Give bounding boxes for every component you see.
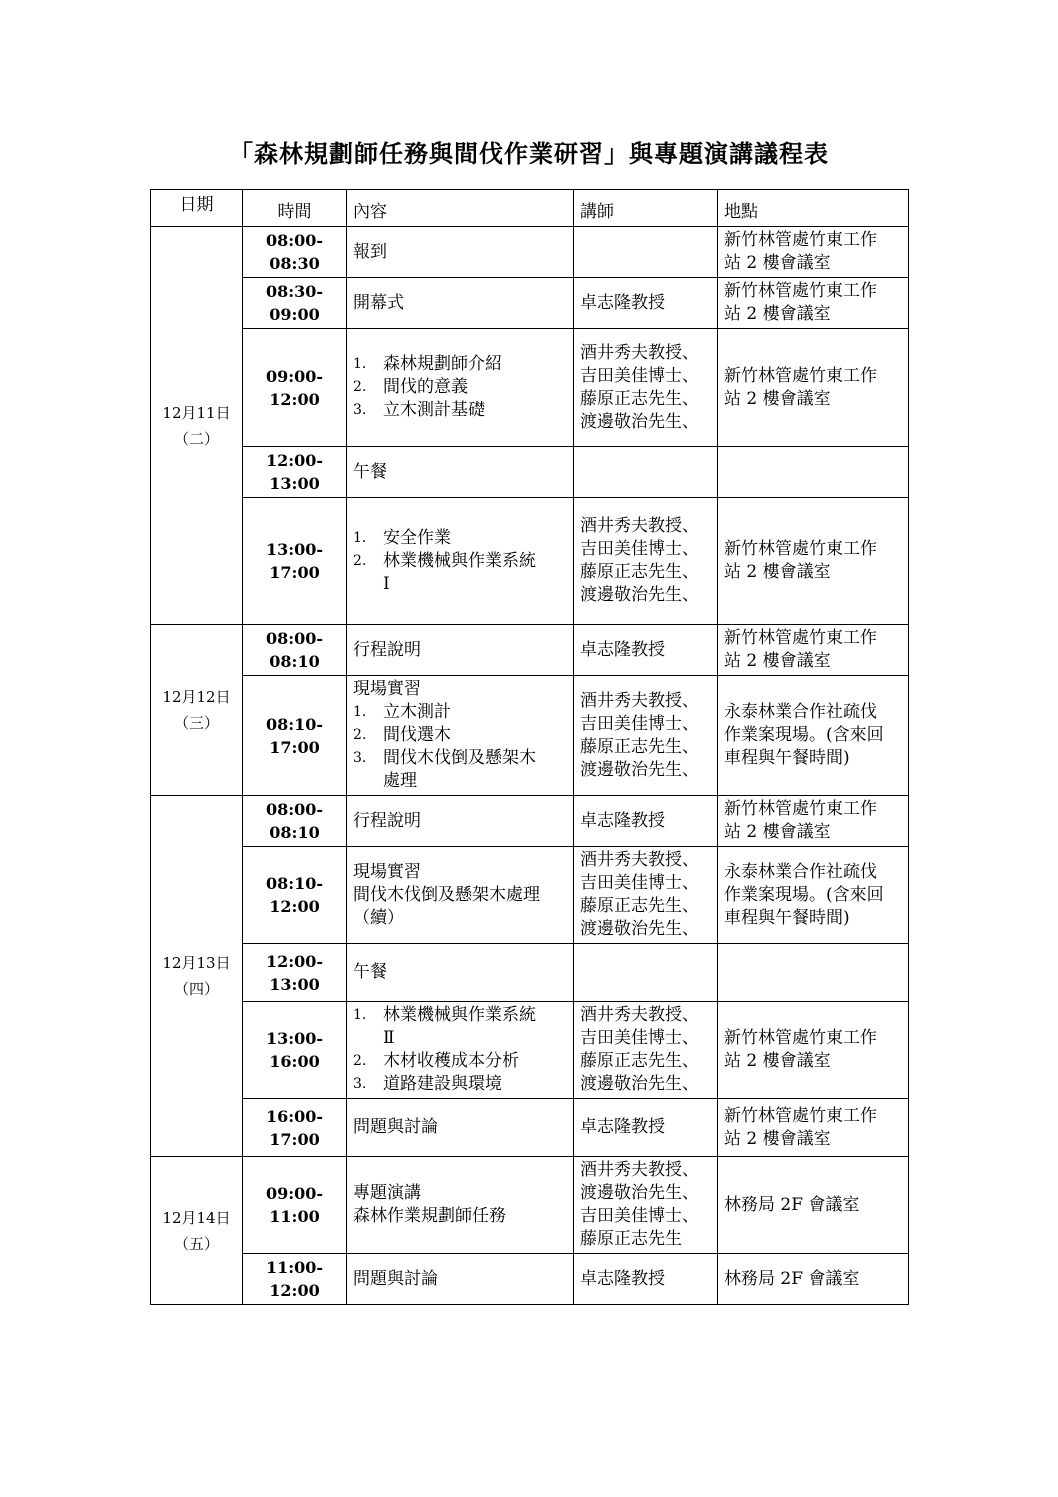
place-cell [718,847,909,944]
place-line: 站 2 樓會議室 [724,562,831,582]
lecturer-cell [574,278,718,329]
table-row [151,278,909,329]
list-item-number: 2. [353,727,367,743]
list-item [353,353,567,376]
place-cell [718,1254,909,1305]
lecturer-name: 藤原正志先生 [580,1229,682,1249]
list-item-text: 安全作業 [383,527,451,548]
time-cell: 12:00-13:00 [243,447,347,498]
list-item-number: 1. [353,529,367,546]
list-item-text: 立木測計 [383,702,451,722]
table-row [151,447,909,498]
content-cell [347,1157,574,1254]
table-row [151,944,909,1002]
lecturer-name: 吉田美佳博士、 [580,713,699,734]
place-cell [718,447,909,498]
list-item-text: 道路建設與環境 [383,1074,502,1094]
list-item-text: 木材收穫成本分析 [383,1051,519,1071]
table-row [151,1254,909,1305]
content-line: 報到 [353,241,387,262]
weekday-label: （四） [173,980,219,998]
place-line: 作業案現場。(含來回 [724,725,884,745]
lecturer-name: 吉田美佳博士、 [580,365,699,386]
place-line: 站 2 樓會議室 [724,253,831,273]
lecturer-name: 酒井秀夫教授、 [580,690,699,711]
list-item [353,399,567,422]
list-item-text: 間伐選木 [383,725,451,745]
list-item-number: 3. [353,1076,367,1092]
place-cell [718,278,909,329]
lecturer-cell [574,329,718,447]
place-cell [718,796,909,847]
lecturer-cell [574,227,718,278]
lecturer-cell [574,796,718,847]
lecturer-name: 吉田美佳博士、 [580,1206,699,1226]
table-row [151,1099,909,1157]
date-label: 12月14日 [162,1208,231,1227]
table-row [151,676,909,796]
place-line: 新竹林管處竹東工作 [724,539,877,559]
content-cell [347,498,574,625]
time-cell: 08:00-08:10 [243,625,347,676]
list-item-number: 2. [353,552,367,569]
list-item-number: 1. [353,704,367,720]
list-item-text: 森林規劃師介紹 [383,354,502,374]
time-cell: 11:00-12:00 [243,1254,347,1305]
lecturer-name: 卓志隆教授 [580,1117,665,1137]
lecturer-name: 藤原正志先生、 [580,896,699,916]
content-line: 間伐木伐倒及懸架木處理 [353,884,540,905]
content-cell [347,1254,574,1305]
table-row [151,796,909,847]
lecturer-name: 藤原正志先生、 [580,562,699,582]
list-item [353,747,567,770]
lecturer-name: 酒井秀夫教授、 [580,850,699,870]
time-cell: 16:00-17:00 [243,1099,347,1157]
place-line: 站 2 樓會議室 [724,388,831,409]
content-cell [347,329,574,447]
place-line: 林務局 2F 會議室 [724,1194,860,1215]
place-cell [718,676,909,796]
table-row [151,847,909,944]
lecturer-name: 卓志隆教授 [580,1268,665,1289]
content-cell [347,227,574,278]
header-time: 時間 [243,190,347,227]
list-item [353,376,567,399]
place-cell [718,625,909,676]
date-label: 12月12日 [162,688,231,706]
lecturer-cell [574,1099,718,1157]
content-line: 午餐 [353,461,387,482]
content-line: 午餐 [353,962,387,982]
place-line: 新竹林管處竹東工作 [724,628,877,648]
list-item [353,1027,567,1050]
table-row [151,1157,909,1254]
lecturer-name: 吉田美佳博士、 [580,539,699,559]
lecturer-name: 卓志隆教授 [580,292,665,313]
content-cell [347,944,574,1002]
content-cell [347,447,574,498]
time-cell: 08:00-08:30 [243,227,347,278]
place-line: 站 2 樓會議室 [724,822,831,842]
time-cell: 09:00-12:00 [243,329,347,447]
time-cell: 08:10-17:00 [243,676,347,796]
table-row [151,625,909,676]
content-cell [347,625,574,676]
content-cell [347,796,574,847]
date-cell [151,227,243,625]
place-line: 新竹林管處竹東工作 [724,365,877,386]
place-line: 新竹林管處竹東工作 [724,799,877,819]
date-cell [151,796,243,1157]
lecturer-cell [574,1254,718,1305]
list-item-number [353,573,383,596]
content-line: 現場實習 [353,861,421,882]
lecturer-name: 酒井秀夫教授、 [580,516,699,536]
lecturer-name: 藤原正志先生、 [580,736,699,757]
lecturer-cell [574,447,718,498]
list-item-text: 林業機械與作業系統 [383,550,536,571]
weekday-label: （三） [173,714,219,732]
header-content: 內容 [347,190,574,227]
weekday-label: （二） [173,429,219,448]
lecturer-name: 藤原正志先生、 [580,388,699,409]
list-item [353,701,567,724]
lecturer-name: 酒井秀夫教授、 [580,1005,699,1025]
list-item-text: 間伐的意義 [383,377,468,397]
place-line: 站 2 樓會議室 [724,1128,831,1149]
lecturer-name: 卓志隆教授 [580,810,665,831]
lecturer-name: 渡邊敬治先生、 [580,759,699,780]
content-line: 開幕式 [353,292,404,313]
list-item [353,527,567,550]
time-cell: 09:00-11:00 [243,1157,347,1254]
place-line: 作業案現場。(含來回 [724,884,884,905]
time-cell: 08:10-12:00 [243,847,347,944]
lecturer-cell [574,625,718,676]
lecturer-name: 藤原正志先生、 [580,1051,699,1071]
content-line: 行程說明 [353,810,421,831]
content-cell [347,278,574,329]
page-title: 「森林規劃師任務與間伐作業研習」與專題演講議程表 [229,139,829,168]
weekday-label: （五） [173,1234,219,1253]
list-item [353,1004,567,1027]
list-item-number [353,770,383,793]
place-line: 林務局 2F 會議室 [724,1268,860,1289]
lecturer-name: 酒井秀夫教授、 [580,342,699,363]
header-row [151,190,909,227]
place-line: 站 2 樓會議室 [724,1051,831,1071]
place-line: 車程與午餐時間) [724,748,850,768]
place-line: 站 2 樓會議室 [724,304,831,324]
content-line: 問題與討論 [353,1268,438,1289]
content-line: 行程說明 [353,639,421,660]
lecturer-name: 吉田美佳博士、 [580,873,699,893]
place-cell [718,944,909,1002]
time-cell: 13:00-17:00 [243,498,347,625]
content-cell [347,1099,574,1157]
time-cell: 08:00-08:10 [243,796,347,847]
lecturer-cell [574,676,718,796]
lecturer-name: 吉田美佳博士、 [580,1028,699,1048]
table-row [151,329,909,447]
list-item [353,573,567,596]
lecturer-cell [574,847,718,944]
lecturer-cell [574,1157,718,1254]
content-line: 問題與討論 [353,1117,438,1137]
content-line: 現場實習 [353,679,421,699]
list-item-number: 2. [353,1053,367,1069]
lecturer-name: 渡邊敬治先生、 [580,919,699,939]
place-cell [718,329,909,447]
list-item-number [353,1027,383,1050]
list-item-text: 間伐木伐倒及懸架木 [383,748,536,768]
list-item-text: 林業機械與作業系統 [383,1005,536,1025]
place-line: 車程與午餐時間) [724,907,850,928]
lecturer-cell [574,498,718,625]
content-cell [347,676,574,796]
header-date: 日期 [151,190,243,227]
date-cell [151,625,243,796]
place-line: 新竹林管處竹東工作 [724,1105,877,1126]
content-line: 森林作業規劃師任務 [353,1206,506,1226]
content-line: 專題演講 [353,1183,421,1203]
list-item [353,1050,567,1073]
table-row [151,227,909,278]
table-row [151,498,909,625]
place-cell [718,1002,909,1099]
time-cell: 12:00-13:00 [243,944,347,1002]
content-cell [347,1002,574,1099]
list-item-number: 2. [353,379,367,395]
place-cell [718,227,909,278]
list-item-text: Ⅰ [383,573,390,594]
lecturer-name: 渡邊敬治先生、 [580,411,699,432]
list-item-number: 1. [353,1007,367,1023]
place-cell [718,1099,909,1157]
list-item [353,550,567,573]
list-item-text: Ⅱ [383,1028,395,1048]
place-line: 新竹林管處竹東工作 [724,230,877,250]
header-place: 地點 [718,190,909,227]
place-line: 永泰林業合作社疏伐 [724,702,877,722]
agenda-table [150,189,909,1305]
list-item [353,770,567,793]
list-item-number: 3. [353,402,367,418]
lecturer-name: 渡邊敬治先生、 [580,1074,699,1094]
list-item [353,724,567,747]
lecturer-name: 酒井秀夫教授、 [580,1160,699,1180]
list-item-number: 1. [353,356,367,372]
place-cell [718,498,909,625]
lecturer-cell [574,1002,718,1099]
list-item-text: 立木測計基礎 [383,400,485,420]
list-item [353,1073,567,1096]
place-line: 新竹林管處竹東工作 [724,281,877,301]
date-label: 12月13日 [162,954,231,972]
list-item-text: 處理 [383,771,417,791]
lecturer-name: 渡邊敬治先生、 [580,1183,699,1203]
table-row [151,1002,909,1099]
time-cell: 08:30-09:00 [243,278,347,329]
place-line: 新竹林管處竹東工作 [724,1028,877,1048]
list-item-number: 3. [353,750,367,766]
time-cell: 13:00-16:00 [243,1002,347,1099]
date-label: 12月11日 [162,403,231,422]
place-line: 站 2 樓會議室 [724,651,831,671]
lecturer-name: 卓志隆教授 [580,639,665,660]
lecturer-cell [574,944,718,1002]
content-line: （續） [353,907,404,928]
content-cell [347,847,574,944]
lecturer-name: 渡邊敬治先生、 [580,585,699,605]
date-cell [151,1157,243,1305]
header-lecturer: 講師 [574,190,718,227]
place-cell [718,1157,909,1254]
place-line: 永泰林業合作社疏伐 [724,861,877,882]
